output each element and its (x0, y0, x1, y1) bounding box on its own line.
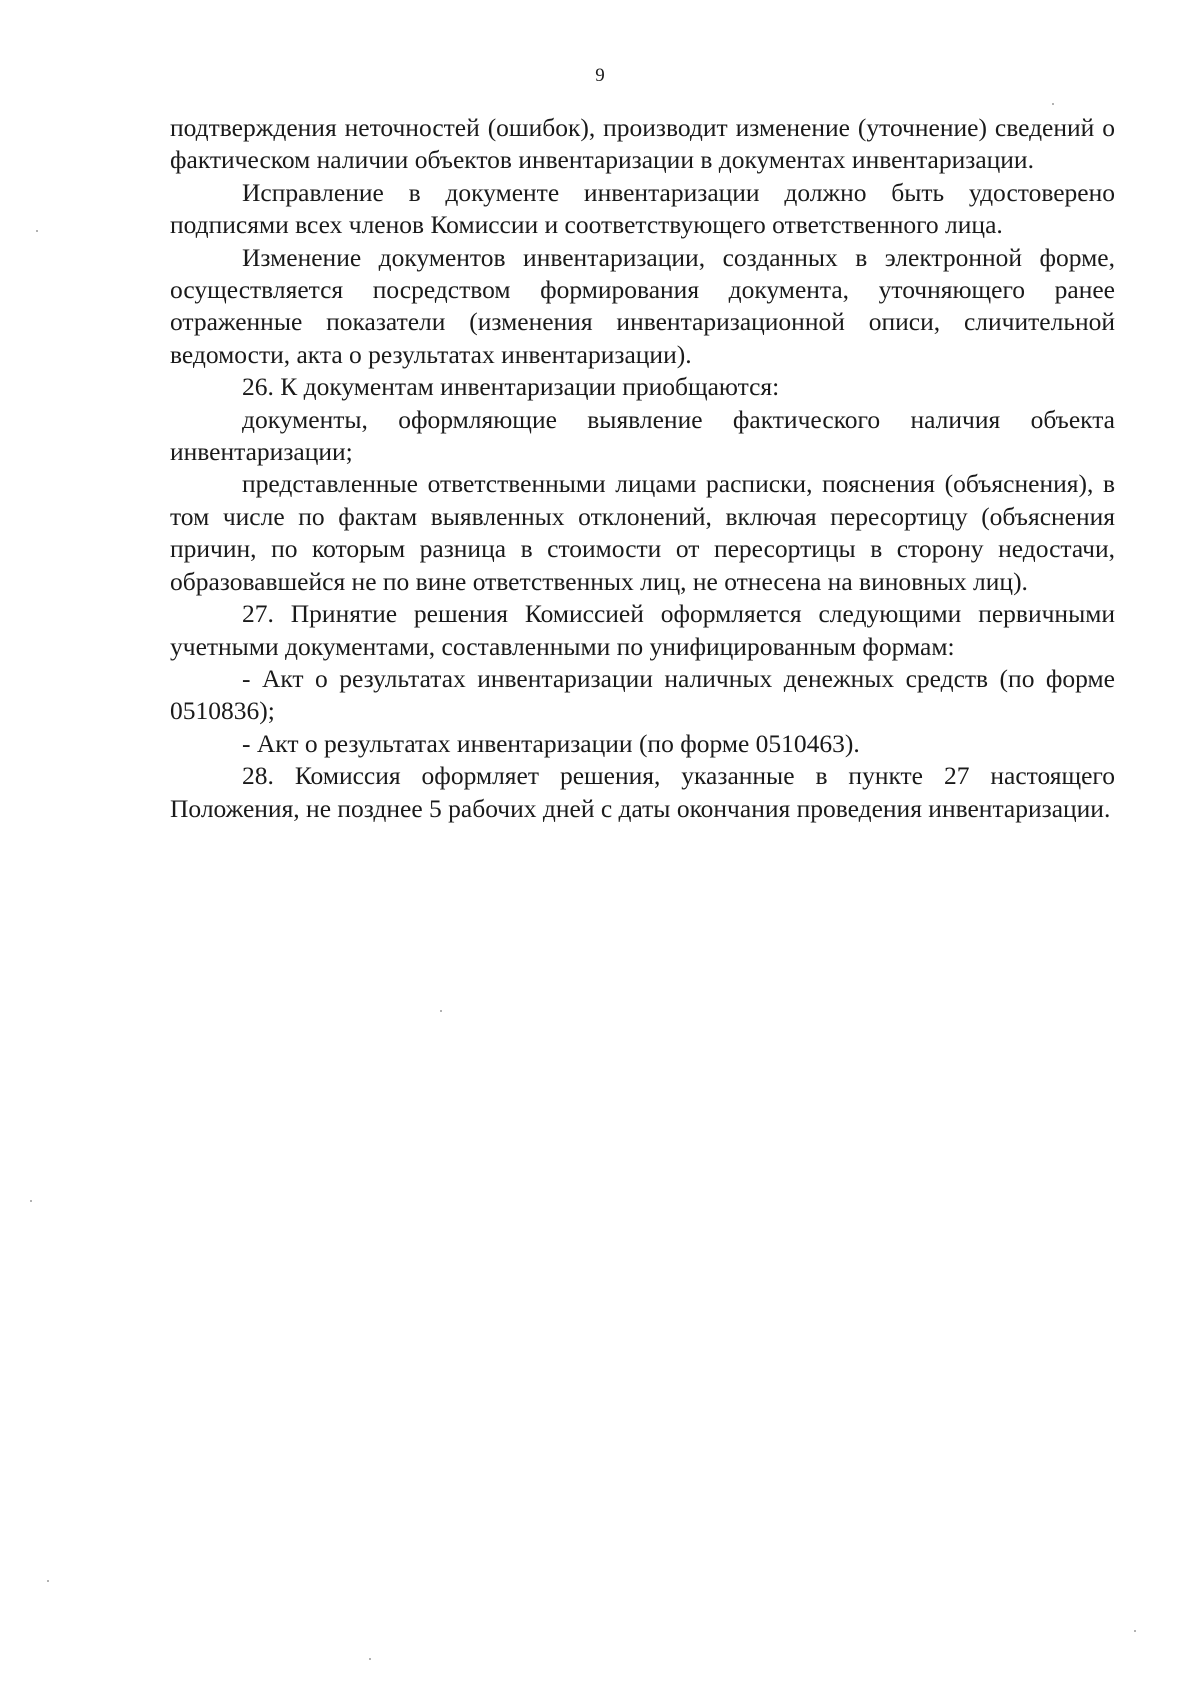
page-number: 9 (595, 65, 605, 86)
paragraph-electronic-documents: Изменение документов инвентаризации, созданных в электронной форме, осуществляется посредством формирования документа, уточняющего ранее отраженные показатели (изменения инвентаризационной описи, сличительной ведомости, акта о результатах инвентаризации). (170, 242, 1115, 369)
scan-speck (30, 1200, 32, 1202)
list-item-cash-act: - Акт о результатах инвентаризации наличных денежных средств (по форме 0510836); (170, 663, 1115, 726)
paragraph-item-26: 26. К документам инвентаризации приобщаются: (242, 372, 780, 402)
paragraph-item-26-explanations: представленные ответственными лицами расписки, пояснения (объяснения), в том числе по фактам выявленных отклонений, включая пересортицу (объяснения причин, по которым разница в стоимости от пересортицы в сторону недостачи, образовавшейся не по вине ответственных лиц, не отнесена на виновных лиц). (170, 469, 1115, 596)
scan-speck (1134, 1630, 1136, 1632)
list-item-inventory-act: - Акт о результатах инвентаризации (по форме 0510463). (242, 728, 860, 758)
paragraph-correction-signatures: Исправление в документе инвентаризации должно быть удостоверено подписями всех членов Комиссии и соответствующего ответственного лица. (170, 177, 1115, 240)
paragraph-item-27: 27. Принятие решения Комиссией оформляется следующими первичными учетными документами, составленными по унифицированным формам: (170, 599, 1115, 661)
scan-speck (36, 230, 38, 232)
scan-speck (47, 1580, 49, 1582)
paragraph-item-26-documents: документы, оформляющие выявление фактического наличия объекта инвентаризации; (170, 404, 1115, 467)
scan-speck (440, 1010, 442, 1012)
scan-speck (369, 1658, 371, 1660)
paragraph-continuation: подтверждения неточностей (ошибок), производит изменение (уточнение) сведений о фактическом наличии объектов инвентаризации в документах инвентаризации. (170, 113, 1115, 175)
document-body (170, 112, 1115, 825)
paragraph-item-28: 28. Комиссия оформляет решения, указанные в пункте 27 настоящего Положения, не позднее 5 рабочих дней с даты окончания проведения инвентаризации. (170, 761, 1115, 823)
scan-speck (1052, 103, 1054, 105)
